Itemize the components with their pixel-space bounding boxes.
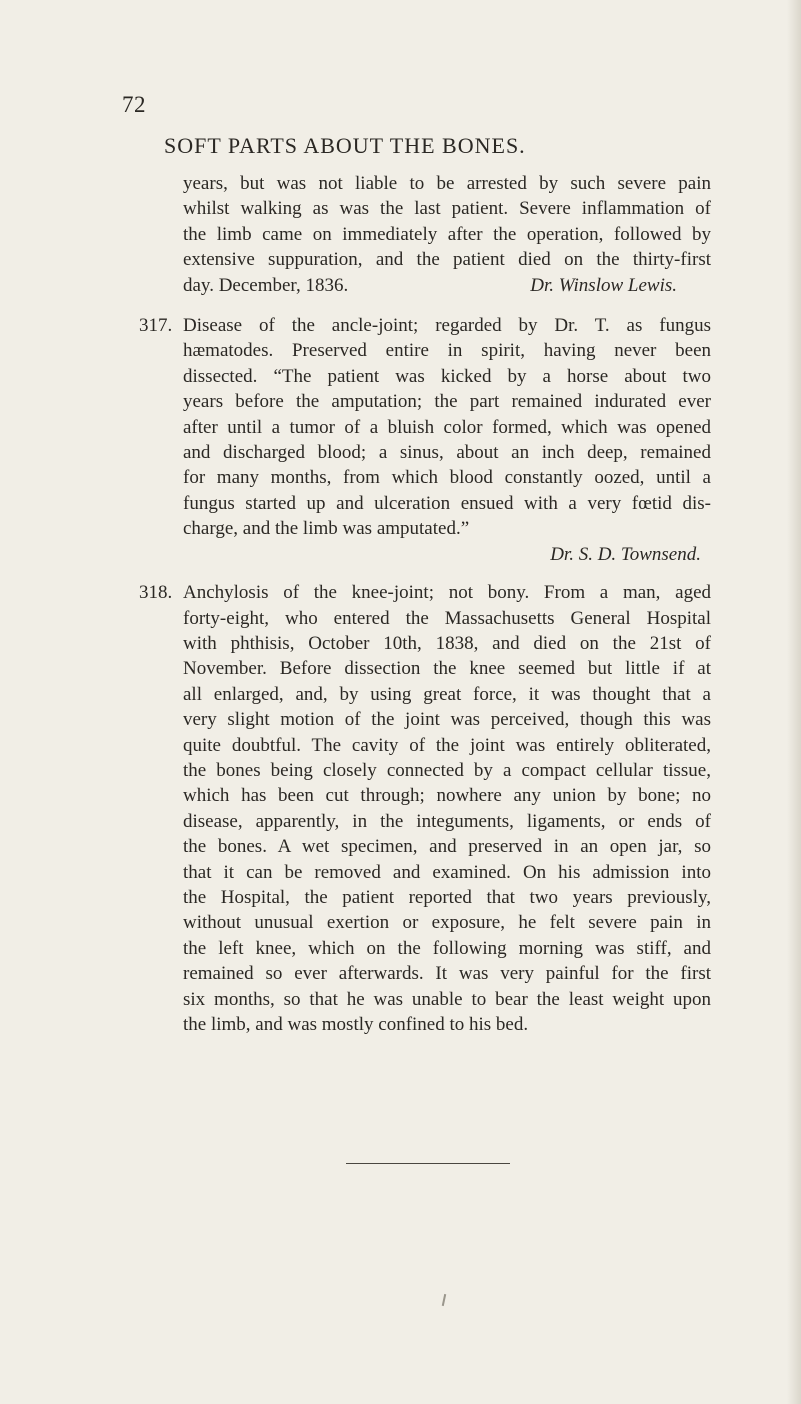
text-line: whilst walking as was the last patient. Severe inflammation of — [183, 198, 711, 220]
spacer — [183, 567, 711, 580]
text-line: day. December, 1836. — [183, 274, 349, 296]
text-line: all enlarged, and, by using great force, it was thought that a — [183, 683, 711, 705]
text-line: after until a tumor of a bluish color formed, which was opened — [183, 416, 711, 438]
text-line-with-signature — [183, 273, 711, 298]
page-header — [0, 92, 801, 158]
entry-number: 317. — [139, 315, 173, 337]
text-line: with phthisis, October 10th, 1838, and died on the 21st of — [183, 632, 711, 654]
text-line: the bones. A wet specimen, and preserved in an open jar, so — [183, 836, 711, 858]
text-line: that it can be removed and examined. On his admission into — [183, 861, 711, 883]
text-line: remained so ever afterwards. It was very painful for the first — [183, 963, 711, 985]
text-line: very slight motion of the joint was perceived, though this was — [183, 709, 711, 731]
text-line: the Hospital, the patient reported that two years previously, — [183, 886, 711, 908]
text-line: fungus started up and ulceration ensued with a very fœtid dis- — [183, 492, 711, 514]
continuation-paragraph — [183, 171, 711, 298]
text-line: the bones being closely connected by a compact cellular tissue, — [183, 759, 711, 781]
text-line: hæmatodes. Preserved entire in spirit, having never been — [183, 340, 711, 362]
text-line: quite doubtful. The cavity of the joint was entirely obliterated, — [183, 734, 711, 756]
signature: Dr. S. D. Townsend. — [550, 543, 701, 565]
text-line: November. Before dissection the knee seemed but little if at — [183, 658, 711, 680]
text-line: the limb, and was mostly confined to his bed. — [183, 1014, 529, 1035]
entry-number: 318. — [139, 582, 173, 604]
entry-318 — [139, 580, 711, 1037]
spacer — [183, 298, 711, 313]
section-rule — [346, 1163, 510, 1164]
page-edge-shadow — [787, 0, 801, 1404]
text-line: disease, apparently, in the integuments, ligaments, or ends of — [183, 810, 711, 832]
text-line: forty-eight, who entered the Massachusetts General Hospital — [183, 607, 711, 629]
paper-blemish — [442, 1294, 446, 1306]
text-line: dissected. “The patient was kicked by a horse about two — [183, 365, 711, 387]
text-line: years before the amputation; the part remained indurated ever — [183, 391, 711, 413]
page-number: 72 — [122, 92, 146, 117]
text-line: extensive suppuration, and the patient died on the thirty-first — [183, 249, 711, 271]
text-line: and discharged blood; a sinus, about an inch deep, remained — [183, 442, 711, 464]
entry-317 — [139, 313, 711, 567]
text-line: without unusual exertion or exposure, he felt severe pain in — [183, 912, 711, 934]
text-line: Disease of the ancle-joint; regarded by Dr. T. as fungus — [183, 315, 711, 337]
text-line: Anchylosis of the knee-joint; not bony. From a man, aged — [183, 582, 711, 604]
text-line: the limb came on immediately after the operation, followed by — [183, 223, 711, 245]
text-line: years, but was not liable to be arrested by such severe pain — [183, 173, 711, 194]
signature: Dr. Winslow Lewis. — [530, 274, 677, 296]
body-text — [139, 171, 711, 1037]
running-head: SOFT PARTS ABOUT THE BONES. — [164, 133, 526, 158]
text-line: the left knee, which on the following morning was stiff, and — [183, 937, 711, 959]
text-line: which has been cut through; nowhere any union by bone; no — [183, 785, 711, 807]
text-line: for many months, from which blood constantly oozed, until a — [183, 467, 711, 489]
text-line: six months, so that he was unable to bear the least weight upon — [183, 988, 711, 1010]
text-line: charge, and the limb was amputated.” — [183, 518, 470, 540]
